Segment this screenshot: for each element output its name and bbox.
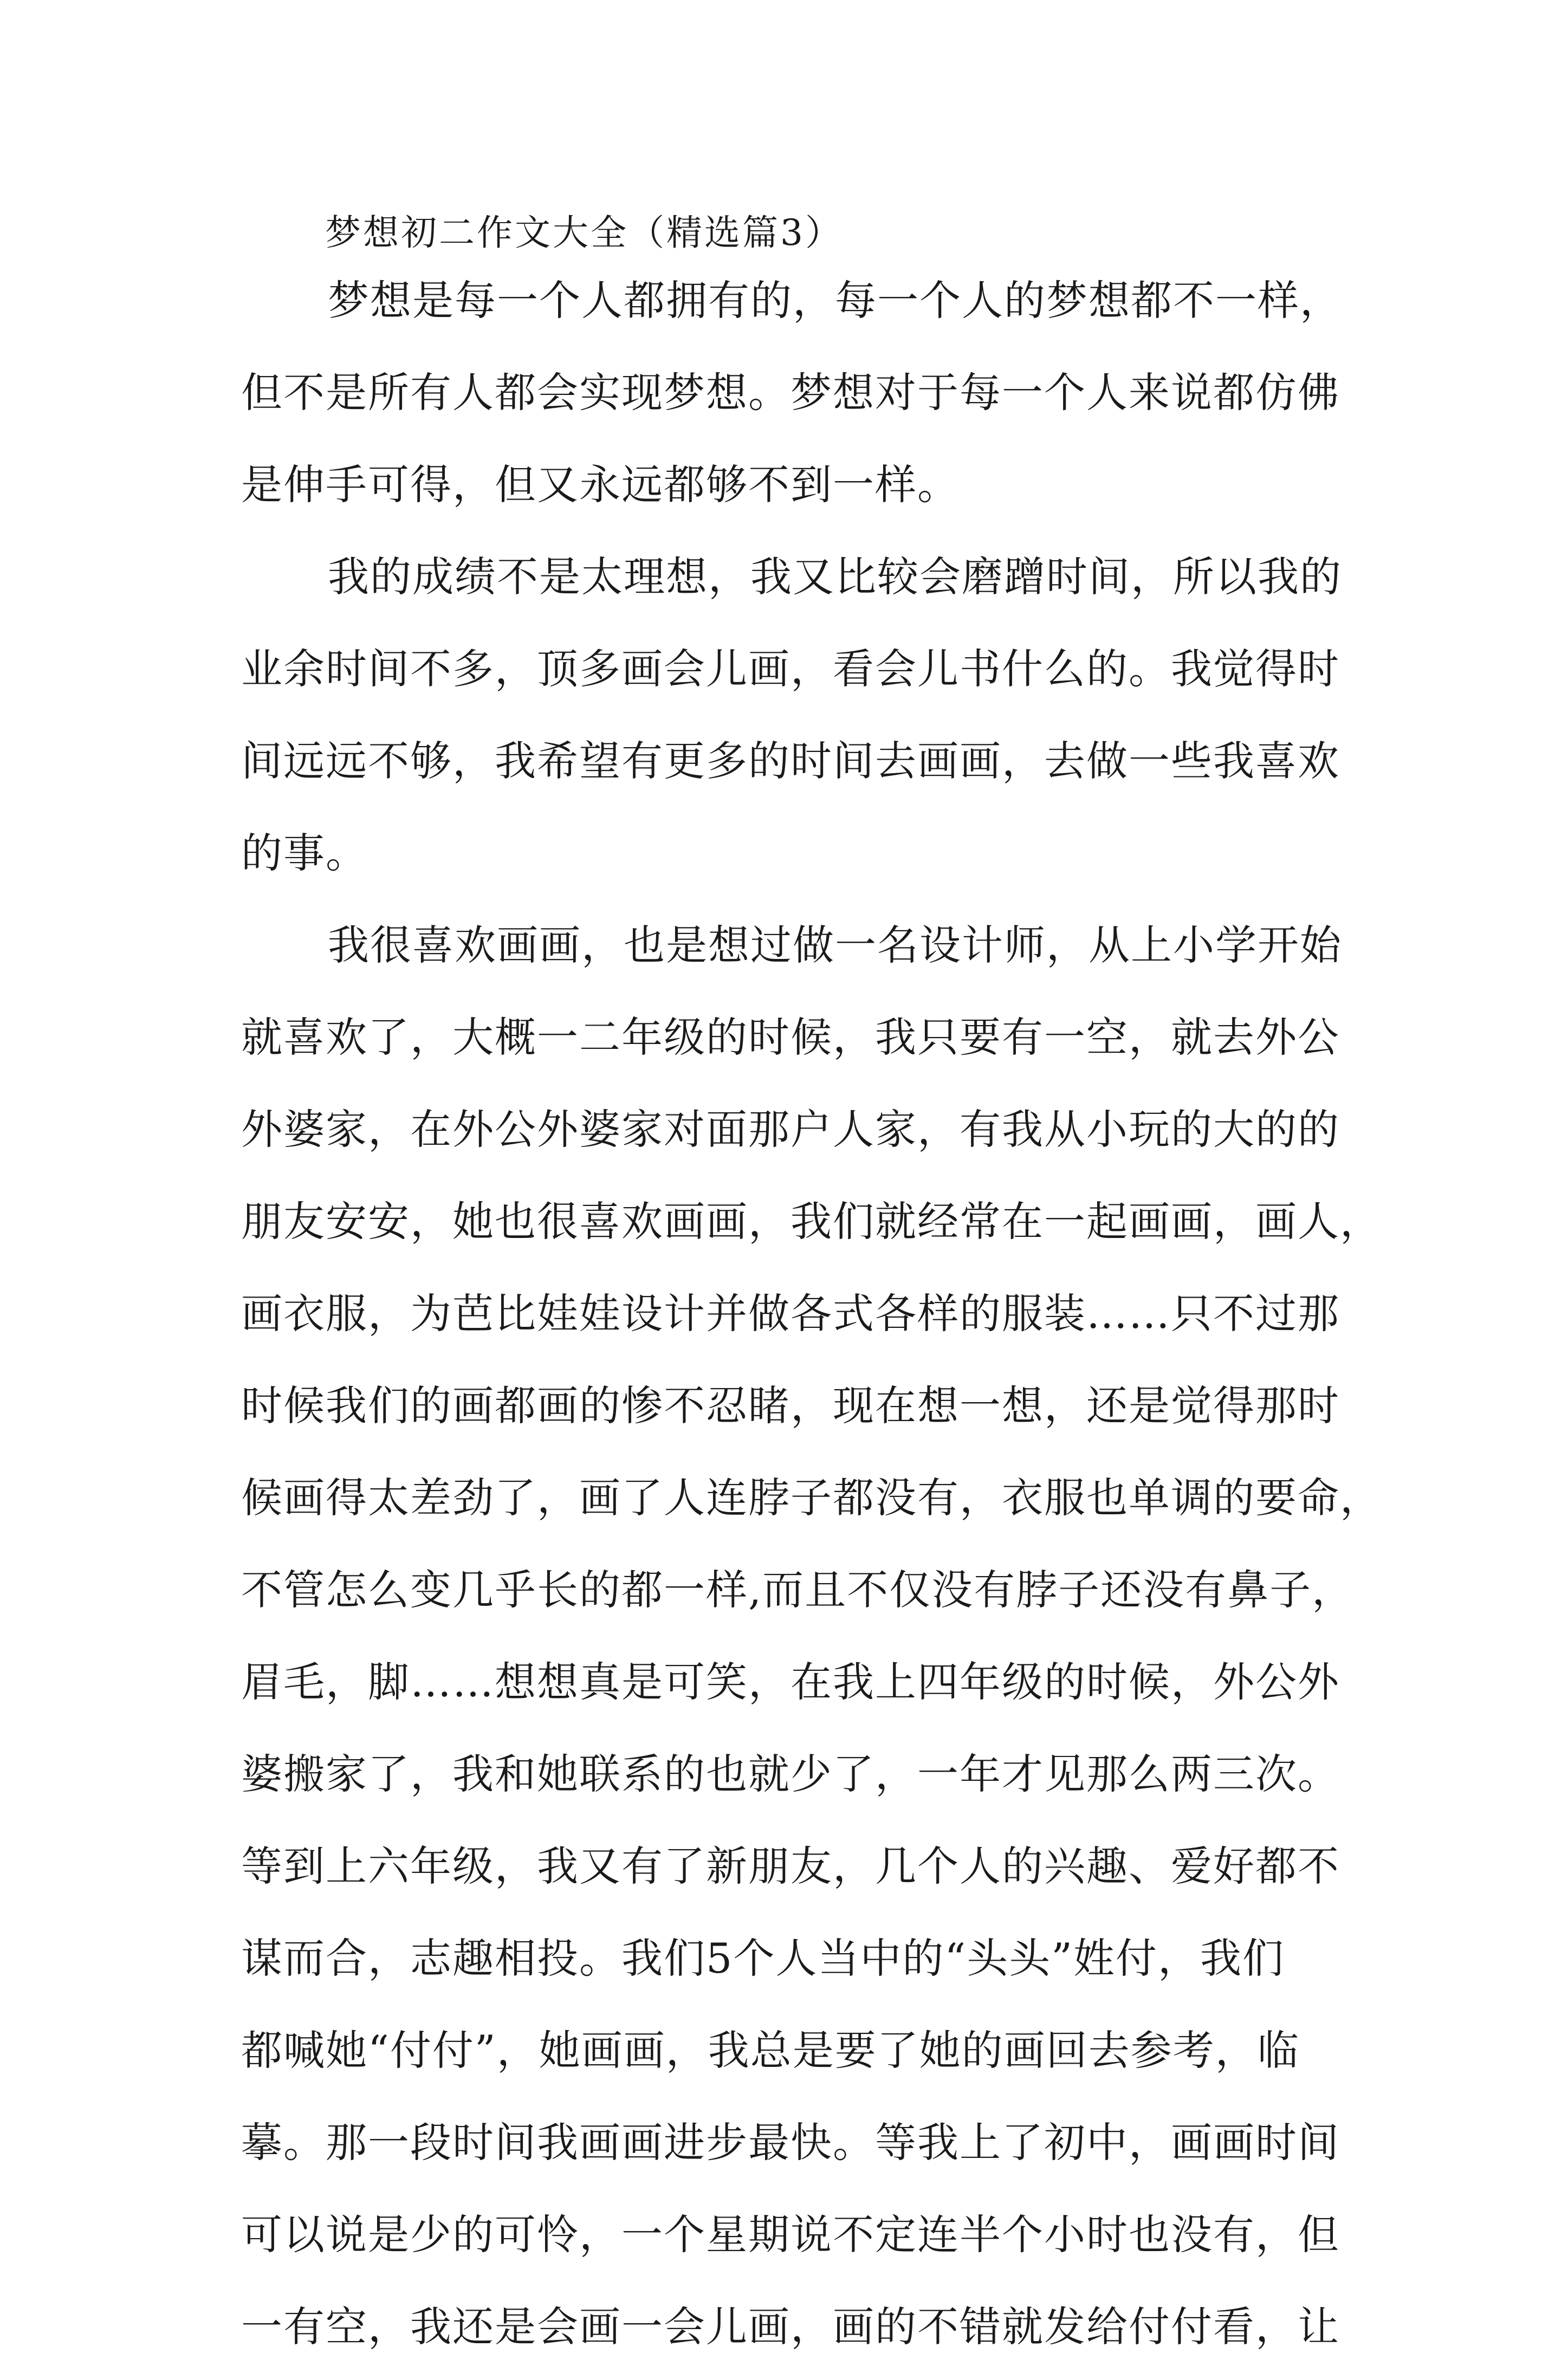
text-line: 外婆家，在外公外婆家对面那户人家，有我从小玩的大的的: [241, 1105, 1340, 1153]
text-line: 摹。那一段时间我画画进步最快。等我上了初中，画画时间: [241, 2118, 1340, 2167]
text-line: 候画得太差劲了，画了人连脖子都没有，衣服也单调的要命，: [241, 1474, 1382, 1522]
text-line: 朋友安安，她也很喜欢画画，我们就经常在一起画画，画人，: [241, 1197, 1382, 1246]
text-line: 谋而合，志趣相投。我们5个人当中的“头头”姓付，我们: [241, 1934, 1285, 1982]
text-line: 就喜欢了，大概一二年级的时候，我只要有一空，就去外公: [241, 1013, 1340, 1061]
text-line: 我很喜欢画画，也是想过做一名设计师，从上小学开始: [328, 921, 1342, 969]
text-line: 是伸手可得，但又永远都够不到一样。: [241, 461, 960, 509]
text-line: 我的成绩不是太理想，我又比较会磨蹭时间，所以我的: [328, 553, 1342, 601]
text-line: 时候我们的画都画的惨不忍睹，现在想一想，还是觉得那时: [241, 1382, 1340, 1430]
text-line: 业余时间不多，顶多画会儿画，看会儿书什么的。我觉得时: [241, 645, 1340, 693]
paragraph: [241, 531, 1342, 899]
text-line: 都喊她“付付”，她画画，我总是要了她的画回去参考，临: [241, 2026, 1300, 2074]
paragraph: [241, 255, 1342, 531]
paragraph: [241, 899, 1382, 2373]
text-line: 画衣服，为芭比娃娃设计并做各式各样的服装……只不过那: [241, 1289, 1340, 1338]
document-title: 梦想初二作文大全（精选篇3）: [325, 212, 843, 254]
text-line: 等到上六年级，我又有了新朋友，几个人的兴趣、爱好都不: [241, 1842, 1340, 1890]
text-line: 一有空，我还是会画一会儿画，画的不错就发给付付看，让: [241, 2303, 1340, 2351]
document-body: [241, 255, 1382, 2373]
text-line: 可以说是少的可怜，一个星期说不定连半个小时也没有，但: [241, 2210, 1340, 2259]
text-line: 不管怎么变几乎长的都一样,而且不仅没有脖子还没有鼻子，: [241, 1566, 1355, 1614]
text-line: 眉毛，脚……想想真是可笑，在我上四年级的时候，外公外: [241, 1658, 1340, 1706]
text-line: 的事。: [241, 829, 368, 877]
text-line: 梦想是每一个人都拥有的，每一个人的梦想都不一样，: [328, 276, 1342, 325]
text-line: 间远远不够，我希望有更多的时间去画画，去做一些我喜欢: [241, 737, 1340, 785]
text-line: 婆搬家了，我和她联系的也就少了，一年才见那么两三次。: [241, 1750, 1340, 1798]
text-line: 但不是所有人都会实现梦想。梦想对于每一个人来说都仿佛: [241, 368, 1340, 417]
